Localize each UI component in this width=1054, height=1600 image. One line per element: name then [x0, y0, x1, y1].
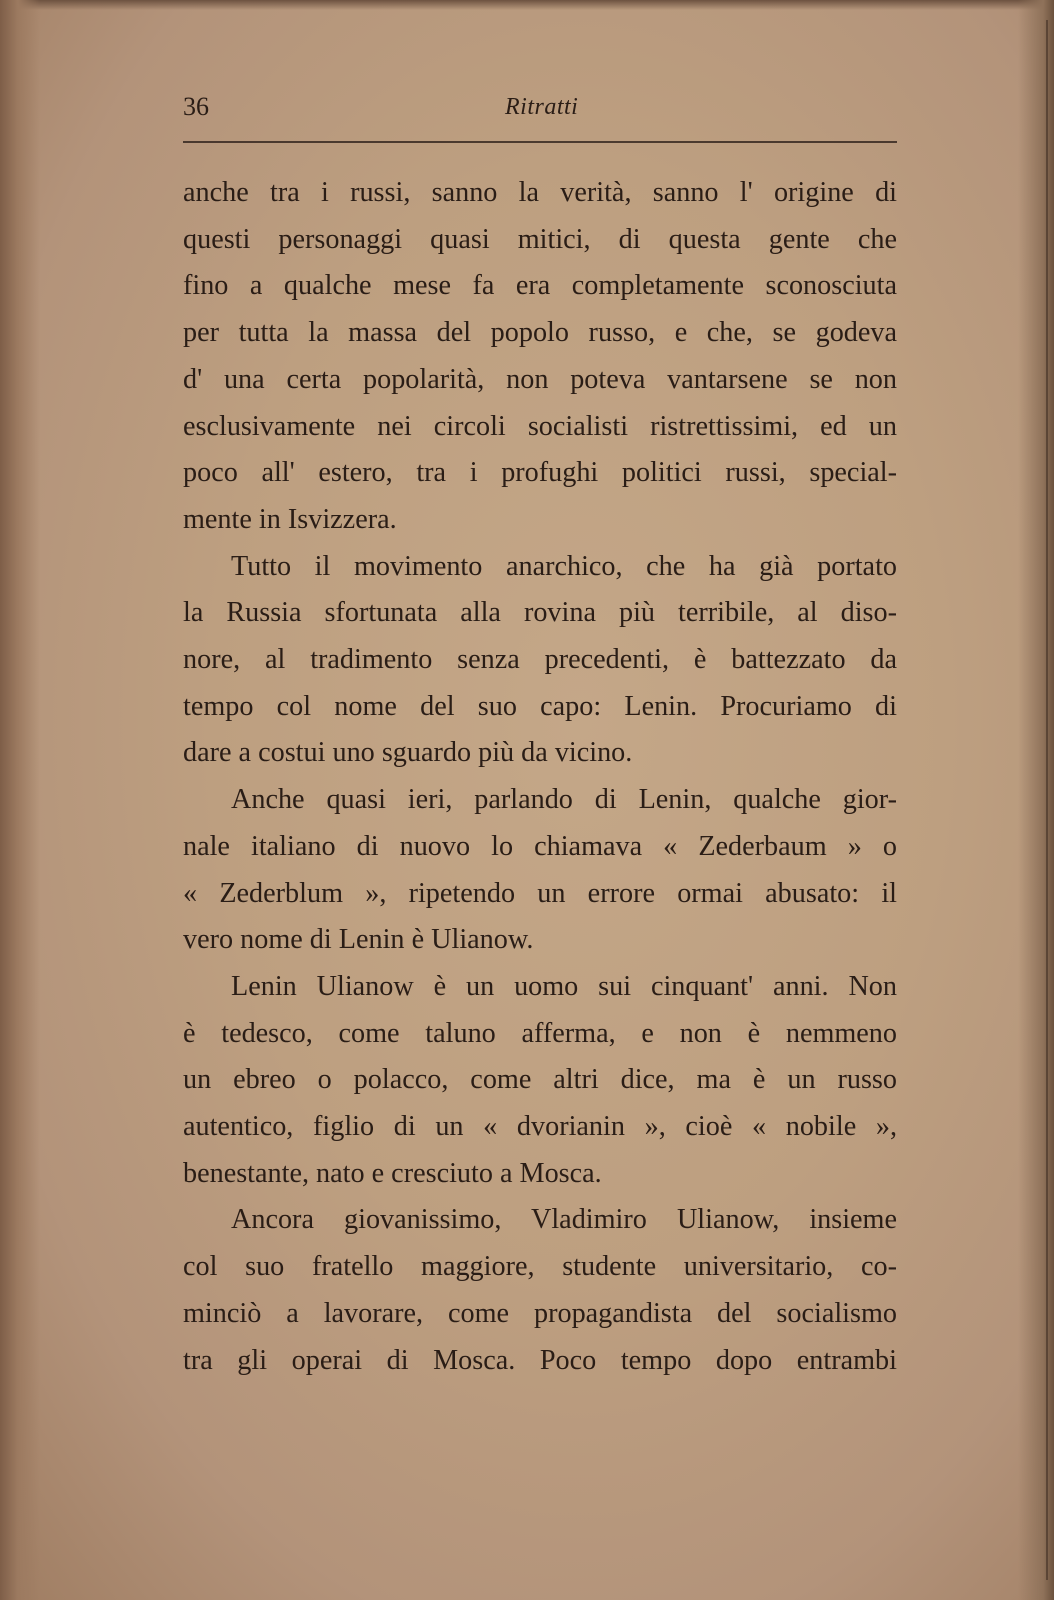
page-number: 36 [183, 92, 209, 121]
binding-edge-line [1046, 20, 1048, 1580]
text-line: poco all' estero, tra i profughi politici russi, special- [183, 457, 897, 489]
text-line: « Zederblum », ripetendo un errore ormai abusato: il [183, 877, 897, 909]
text-line: nore, al tradimento senza precedenti, è battezzato da [183, 644, 897, 676]
text-line: vero nome di Lenin è Ulianow. [183, 924, 534, 956]
text-line: è tedesco, come taluno afferma, e non è nemmeno [183, 1017, 897, 1049]
text-line: autentico, figlio di un « dvorianin », cioè « nobile », [183, 1111, 897, 1143]
body-text [183, 170, 897, 1384]
text-line: d' una certa popolarità, non poteva vantarsene se non [183, 363, 897, 395]
text-line: la Russia sfortunata alla rovina più terribile, al diso- [183, 597, 897, 629]
text-line: mente in Isvizzera. [183, 503, 397, 535]
text-line: questi personaggi quasi mitici, di questa gente che [183, 223, 897, 255]
text-line: anche tra i russi, sanno la verità, sanno l' origine di [183, 177, 897, 208]
text-line: fino a qualche mese fa era completamente sconosciuta [183, 270, 897, 302]
text-line: esclusivamente nei circoli socialisti ristrettissimi, ed un [183, 410, 897, 442]
text-line: Lenin Ulianow è un uomo sui cinquant' anni. Non [231, 970, 897, 1002]
text-line: tempo col nome del suo capo: Lenin. Procuriamo di [183, 690, 897, 722]
text-line: Tutto il movimento anarchico, che ha già portato [231, 550, 897, 582]
text-line: minciò a lavorare, come propagandista del socialismo [183, 1297, 897, 1329]
text-line: un ebreo o polacco, come altri dice, ma è un russo [183, 1064, 897, 1096]
text-line: Ancora giovanissimo, Vladimiro Ulianow, insieme [231, 1204, 897, 1236]
header-rule [183, 141, 897, 143]
text-line: Anche quasi ieri, parlando di Lenin, qualche gior- [231, 784, 897, 816]
text-line: benestante, nato e cresciuto a Mosca. [183, 1157, 602, 1189]
page-top-shadow [0, 0, 1054, 10]
text-line: nale italiano di nuovo lo chiamava « Zederbaum » o [183, 830, 897, 862]
text-line: col suo fratello maggiore, studente universitario, co- [183, 1251, 897, 1283]
text-line: dare a costui uno sguardo più da vicino. [183, 737, 633, 769]
running-title: Ritratti [505, 94, 579, 120]
text-line: per tutta la massa del popolo russo, e che, se godeva [183, 317, 897, 349]
page-right-shadow [1018, 0, 1054, 1600]
running-header [183, 86, 897, 126]
page-left-shadow [0, 0, 40, 1600]
text-line: tra gli operai di Mosca. Poco tempo dopo entrambi [183, 1344, 897, 1376]
